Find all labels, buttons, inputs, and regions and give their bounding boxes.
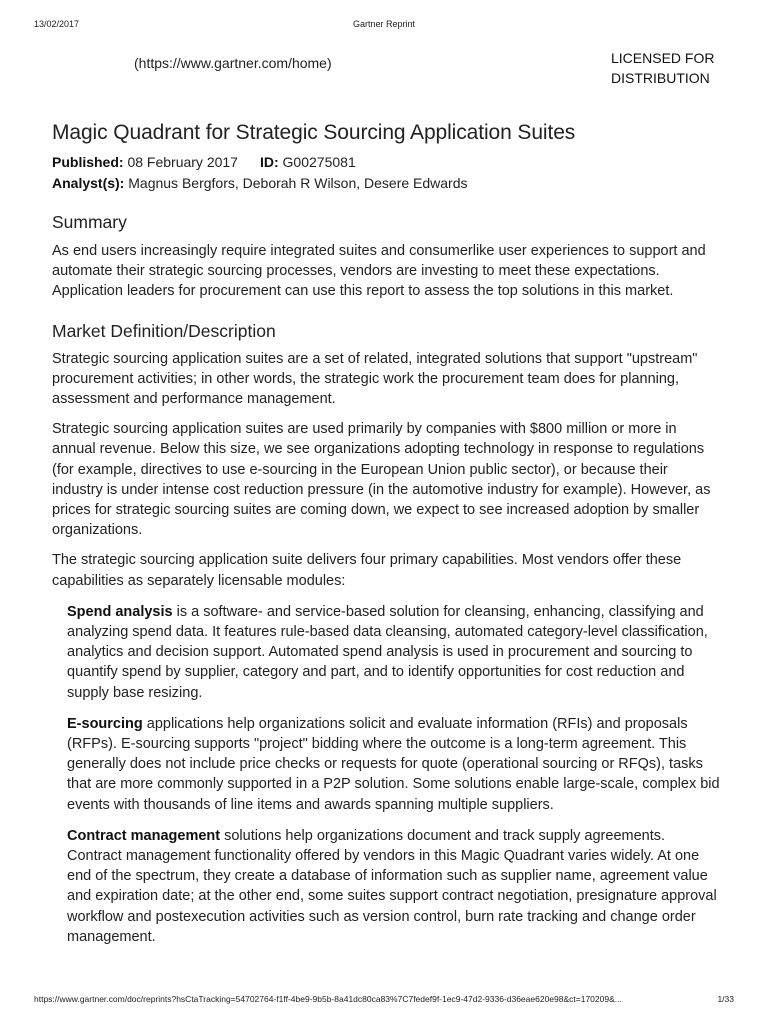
capability-term: Contract management [67, 827, 221, 844]
document-id: G00275081 [282, 154, 356, 170]
market-definition-heading: Market Definition/Description [52, 320, 276, 341]
capability-description: applications help organizations solicit and evaluate information (RFIs) and proposals (RFPs). E-sourcing supports "project" bidding where the outcome is a long-term agreement. This generally does not include price checks or requests for quote (operational sourcing or RFQs), tasks that are more commonly supported in a P2P solution. Some solutions enable large-scale, complex bid events with thousands of line items and awards spanning multiple suppliers. [67, 715, 720, 813]
publication-meta [52, 152, 722, 173]
capability-term: Spend analysis [67, 603, 173, 620]
capability-spend-analysis [67, 602, 722, 703]
id-label: ID: [259, 154, 279, 170]
print-url: https://www.gartner.com/doc/reprints?hsCtaTracking=54702764-f1ff-4be9-9b5b-8a41dc80ca83%7C7fedef9f-1ec9-47d2-9336-d36eae620e98&ct=170209&... [34, 994, 622, 1004]
print-footer [34, 994, 734, 1006]
capability-description: solutions help organizations document and track supply agreements. Contract management functionality offered by vendors in this Magic Quadrant varies widely. At one end of the spectrum, they create a database of information such as supplier name, agreement value and expiration date; at the other end, some suites support contract negotiation, presignature approval workflow and postexecution activities such as version control, burn rate tracking and change order management. [67, 827, 717, 945]
capability-e-sourcing [67, 714, 722, 815]
license-line-2: DISTRIBUTION [611, 70, 710, 86]
document-content [52, 118, 722, 947]
print-date: 13/02/2017 [34, 19, 80, 29]
document-title: Magic Quadrant for Strategic Sourcing Application Suites [52, 121, 576, 144]
analysts-meta [52, 173, 722, 194]
analysts-label: Analyst(s): [52, 175, 125, 191]
published-date: 08 February 2017 [127, 154, 238, 170]
market-paragraph-3: The strategic sourcing application suite delivers four primary capabilities. Most vendors offer these capabilities as separately licensable modules: [52, 552, 682, 589]
capability-term: E-sourcing [67, 715, 143, 732]
summary-paragraph: As end users increasingly require integrated suites and consumerlike user experiences to support and automate their strategic sourcing processes, vendors are investing to meet these expectations. Application leaders for procurement can use this report to assess the top solutions in this market. [52, 243, 706, 300]
published-label: Published: [52, 154, 124, 170]
market-paragraph-2: Strategic sourcing application suites are used primarily by companies with $800 million or more in annual revenue. Below this size, we see organizations adopting technology in response to regulations (for example, directives to use e-sourcing in the European Union public sector), or because their industry is under intense cost reduction pressure (in the automotive industry for example). However, as prices for strategic sourcing suites are coming down, we expect to see increased adoption by smaller organizations. [52, 421, 711, 539]
capability-description: is a software- and service-based solution for cleansing, enhancing, classifying and analyzing spend data. It features rule-based data cleansing, automated category-level classification, analytics and decision support. Automated spend analysis is used in procurement and sourcing to quantify spend by supplier, category and part, and to identify opportunities for cost reduction and supply base resizing. [67, 603, 708, 701]
page-number: 1/33 [717, 994, 734, 1004]
license-line-1: LICENSED FOR [611, 50, 715, 66]
license-notice [611, 48, 714, 88]
print-title: Gartner Reprint [352, 19, 416, 29]
analysts-names: Magnus Bergfors, Deborah R Wilson, Desere Edwards [128, 175, 468, 191]
gartner-home-link[interactable]: (https://www.gartner.com/home) [134, 55, 332, 71]
print-header [34, 19, 734, 31]
capability-contract-management [67, 826, 722, 947]
market-paragraph-1: Strategic sourcing application suites are a set of related, integrated solutions that support "upstream" procurement activities; in other words, the strategic work the procurement team does for planning, assessment and performance management. [52, 350, 698, 408]
summary-heading: Summary [52, 212, 127, 232]
